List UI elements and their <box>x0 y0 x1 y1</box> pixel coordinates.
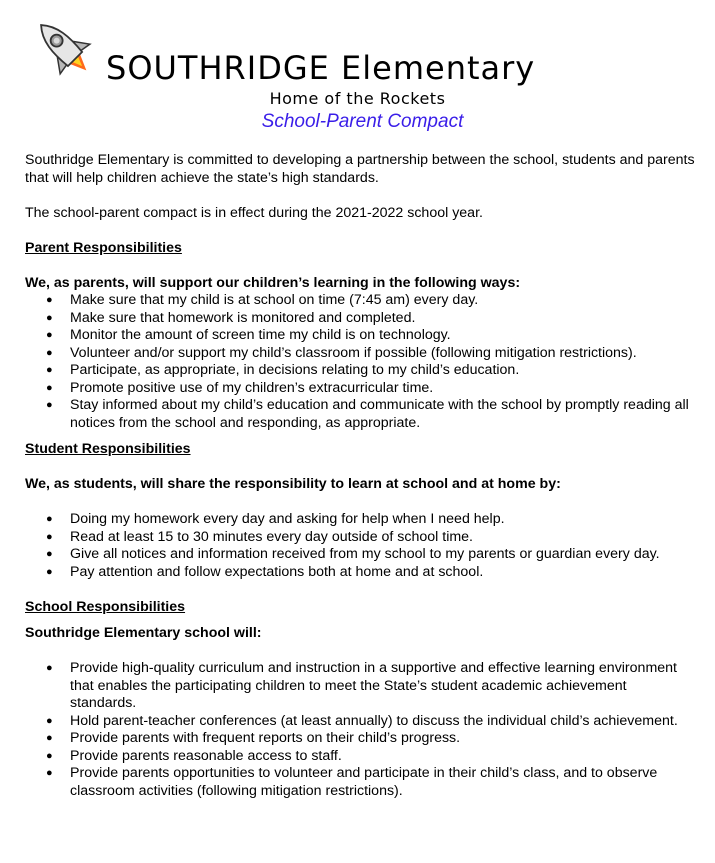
school-tagline: Home of the Rockets <box>269 89 446 108</box>
document-header <box>0 0 715 140</box>
list-item: ● Pay attention and follow expectations both at home and at school. <box>70 564 695 582</box>
list-item: ● Provide parents opportunities to volunteer and participate in their child’s class, and to observe classroom activities (following mitigation restrictions). <box>70 765 695 800</box>
list-item: ● Make sure that my child is at school on time (7:45 am) every day. <box>70 292 695 310</box>
school-lead: Southridge Elementary school will: <box>25 625 262 641</box>
list-item: ● Doing my homework every day and asking for help when I need help. <box>70 511 695 529</box>
student-lead: We, as students, will share the responsibility to learn at school and at home by: <box>25 476 561 492</box>
list-item: ● Provide parents with frequent reports on their child’s progress. <box>70 730 695 748</box>
list-item: ● Read at least 15 to 30 minutes every day outside of school time. <box>70 529 695 547</box>
student-responsibilities-list <box>25 511 695 581</box>
intro-paragraph: Southridge Elementary is committed to developing a partnership between the school, students and parents that will help children achieve the state’s high standards. <box>25 152 695 186</box>
list-item: ● Make sure that homework is monitored and completed. <box>70 310 695 328</box>
compact-period-paragraph: The school-parent compact is in effect during the 2021-2022 school year. <box>25 204 483 221</box>
student-responsibilities-heading: Student Responsibilities <box>25 441 191 457</box>
list-item: ● Provide high-quality curriculum and instruction in a supportive and effective learning environment that enables the participating children to meet the State’s student academic achievement standards. <box>70 660 695 713</box>
document-title: School-Parent Compact <box>261 111 464 132</box>
rocket-icon <box>28 12 98 82</box>
list-item: ● Hold parent-teacher conferences (at least annually) to discuss the individual child’s achievement. <box>70 713 695 731</box>
list-item: ● Provide parents reasonable access to staff. <box>70 748 695 766</box>
school-name: SOUTHRIDGE Elementary <box>106 49 536 87</box>
parent-responsibilities-heading: Parent Responsibilities <box>25 239 182 256</box>
list-item: ● Participate, as appropriate, in decisions relating to my child’s education. <box>70 362 695 380</box>
parent-lead: We, as parents, will support our children’s learning in the following ways: <box>25 274 521 291</box>
list-item: ● Stay informed about my child’s education and communicate with the school by promptly reading all notices from the school and responding, as appropriate. <box>70 397 695 432</box>
list-item: ● Volunteer and/or support my child’s classroom if possible (following mitigation restrictions). <box>70 345 695 363</box>
document-body <box>25 152 695 800</box>
school-responsibilities-heading: School Responsibilities <box>25 598 186 615</box>
list-item: ● Give all notices and information received from my school to my parents or guardian every day. <box>70 546 695 564</box>
parent-responsibilities-list <box>25 292 695 432</box>
list-item: ● Monitor the amount of screen time my child is on technology. <box>70 327 695 345</box>
list-item: ● Promote positive use of my children’s extracurricular time. <box>70 380 695 398</box>
school-responsibilities-list <box>25 660 695 800</box>
